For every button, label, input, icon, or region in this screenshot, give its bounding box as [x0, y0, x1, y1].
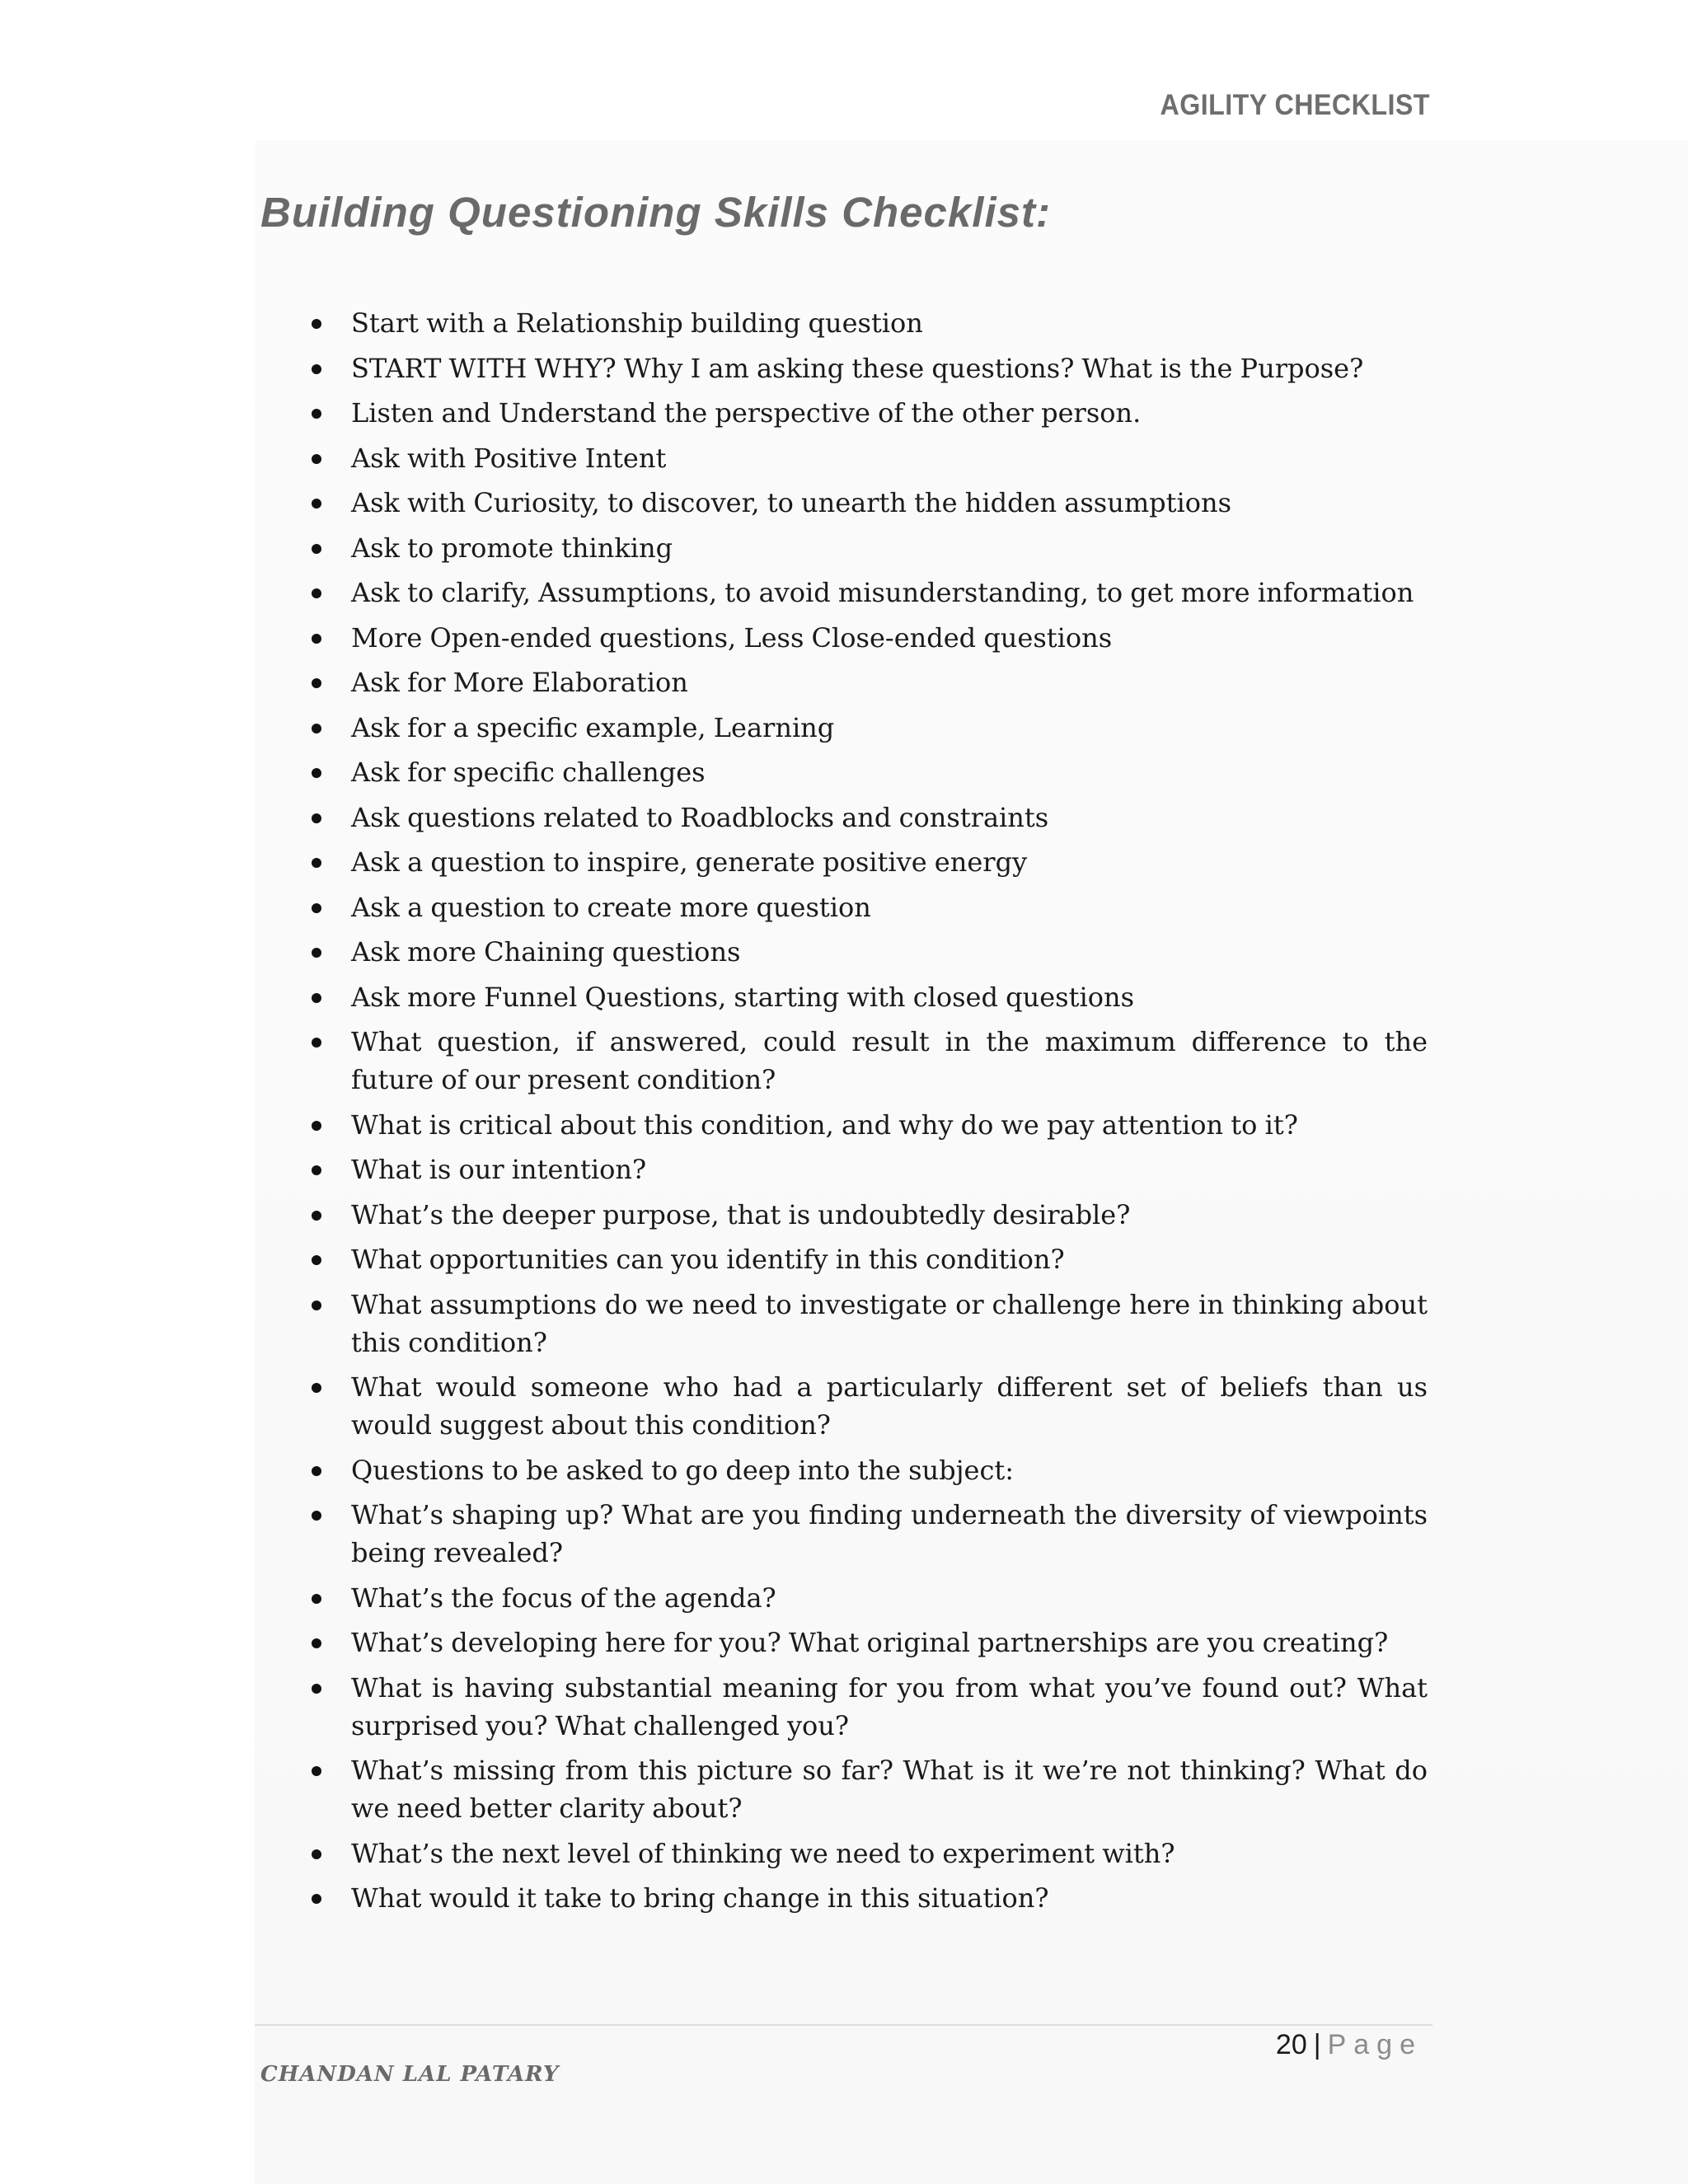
checklist-item: What is having substantial meaning for you from what you’ve found out? What surprised you? What challenged you?	[305, 1669, 1428, 1745]
checklist-item: What would someone who had a particularly different set of beliefs than us would suggest about this condition?	[305, 1368, 1428, 1444]
checklist-item: What’s the focus of the agenda?	[305, 1579, 1428, 1617]
page-number	[1276, 2029, 1423, 2061]
running-header: AGILITY CHECKLIST	[1160, 89, 1430, 121]
checklist-item: Listen and Understand the perspective of the other person.	[305, 394, 1428, 432]
checklist-item: What’s the deeper purpose, that is undoubtedly desirable?	[305, 1196, 1428, 1234]
checklist	[305, 304, 1428, 1924]
checklist-item: What’s shaping up? What are you finding underneath the diversity of viewpoints being revealed?	[305, 1496, 1428, 1572]
footer-divider	[255, 2024, 1432, 2026]
checklist-item: Ask for specific challenges	[305, 753, 1428, 791]
author-name: CHANDAN LAL PATARY	[260, 2062, 560, 2087]
checklist-item: What’s developing here for you? What original partnerships are you creating?	[305, 1624, 1428, 1661]
page-number-value: 20	[1275, 2029, 1307, 2060]
checklist-item: Ask to clarify, Assumptions, to avoid misunderstanding, to get more information	[305, 574, 1428, 612]
checklist-item: What’s missing from this picture so far? What is it we’re not thinking? What do we need better clarity about?	[305, 1751, 1428, 1827]
checklist-item: More Open-ended questions, Less Close-ended questions	[305, 619, 1428, 657]
checklist-item: What opportunities can you identify in this condition?	[305, 1240, 1428, 1278]
checklist-item: Ask to promote thinking	[305, 529, 1428, 567]
checklist-item: What assumptions do we need to investigate or challenge here in thinking about this condition?	[305, 1286, 1428, 1361]
checklist-item: START WITH WHY? Why I am asking these questions? What is the Purpose?	[305, 349, 1428, 387]
checklist-item: Ask a question to create more question	[305, 888, 1428, 926]
checklist-item: Start with a Relationship building question	[305, 304, 1428, 342]
checklist-item: Ask for a specific example, Learning	[305, 709, 1428, 747]
checklist-item: What is our intention?	[305, 1151, 1428, 1188]
checklist-item: Questions to be asked to go deep into the subject:	[305, 1451, 1428, 1489]
page-label: Page	[1327, 2029, 1423, 2060]
checklist-item: Ask more Chaining questions	[305, 933, 1428, 971]
checklist-item: Ask with Curiosity, to discover, to unearth the hidden assumptions	[305, 484, 1428, 522]
checklist-item: Ask with Positive Intent	[305, 439, 1428, 477]
page-title: Building Questioning Skills Checklist:	[260, 189, 1051, 236]
checklist-item: Ask questions related to Roadblocks and constraints	[305, 799, 1428, 837]
page-number-separator: |	[1313, 2029, 1321, 2060]
checklist-item: What is critical about this condition, and why do we pay attention to it?	[305, 1106, 1428, 1144]
checklist-item: Ask for More Elaboration	[305, 663, 1428, 701]
checklist-item: What would it take to bring change in this situation?	[305, 1879, 1428, 1917]
checklist-item: Ask more Funnel Questions, starting with closed questions	[305, 978, 1428, 1016]
checklist-item: What question, if answered, could result in the maximum difference to the future of our present condition?	[305, 1023, 1428, 1099]
checklist-item: What’s the next level of thinking we need to experiment with?	[305, 1835, 1428, 1872]
checklist-item: Ask a question to inspire, generate positive energy	[305, 843, 1428, 881]
